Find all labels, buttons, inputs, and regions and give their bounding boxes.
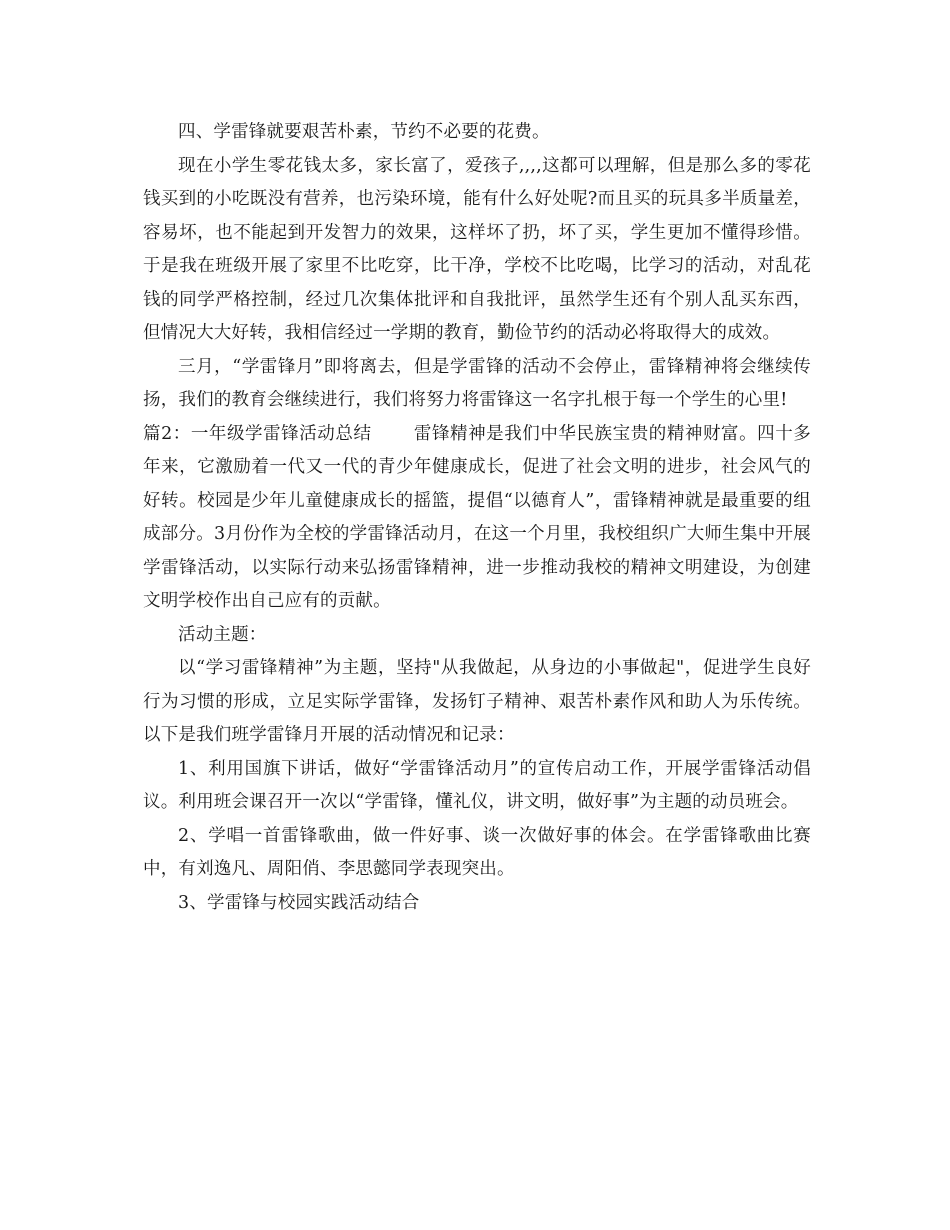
paragraph-item-three: 3、学雷锋与校园实践活动结合 [178, 892, 420, 913]
paragraph-section-two [143, 418, 811, 619]
document-body [143, 116, 811, 920]
paragraph-pocket-money: 现在小学生零花钱太多，家长富了，爱孩子,,,,这都可以理解，但是那么多的零花钱买到的小吃既没有营养，也污染环境，能有什么好处呢?而且买的玩具多半质量差，容易坏，也不能起到开发智力的效果，这样坏了扔，坏了买，学生更加不懂得珍惜。于是我在班级开展了家里不比吃穿，比干净，学校不比吃喝，比学习的活动，对乱花钱的同学严格控制，经过几次集体批评和自我批评，虽然学生还有个别人乱买东西，但情况大大好转，我相信经过一学期的教育，勤俭节约的活动必将取得大的成效。 [143, 155, 811, 343]
paragraph-activity-theme: 以“学习雷锋精神”为主题，坚持"从我做起，从身边的小事做起"，促进学生良好行为习惯的形成，立足实际学雷锋，发扬钉子精神、艰苦朴素作风和助人为乐传统。 以下是我们班学雷锋月开展的活动情况和记录： [143, 658, 811, 745]
paragraph-march-closing: 三月，“学雷锋月”即将离去，但是学雷锋的活动不会停止，雷锋精神将会继续传扬，我们的教育会继续进行，我们将努力将雷锋这一名字扎根于每一个学生的心里! [143, 356, 811, 410]
paragraph-item-two: 2、学唱一首雷锋歌曲，做一件好事、谈一次做好事的体会。在学雷锋歌曲比赛中，有刘逸凡、周阳俏、李思懿同学表现突出。 [143, 825, 811, 879]
paragraph-activity-theme-label: 活动主题： [178, 624, 267, 645]
section-heading: 篇2：一年级学雷锋活动总结 [143, 423, 372, 444]
paragraph-heading-four: 四、学雷锋就要艰苦朴素，节约不必要的花费。 [178, 122, 550, 142]
paragraph-item-one: 1、利用国旗下讲话，做好“学雷锋活动月”的宣传启动工作，开展学雷锋活动倡议。利用班会课召开一次以“学雷锋，懂礼仪，讲文明，做好事”为主题的动员班会。 [143, 758, 811, 812]
section-intro: 雷锋精神是我们中华民族宝贵的精神财富。四十多年来，它激励着一代又一代的青少年健康成长，促进了社会文明的进步，社会风气的好转。校园是少年儿童健康成长的摇篮，提倡“以德育人”，雷锋精神就是最重要的组成部分。3月份作为全校的学雷锋活动月，在这一个月里，我校组织广大师生集中开展学雷锋活动，以实际行动来弘扬雷锋精神，进一步推动我校的精神文明建设，为创建文明学校作出自己应有的贡献。 [143, 423, 811, 611]
